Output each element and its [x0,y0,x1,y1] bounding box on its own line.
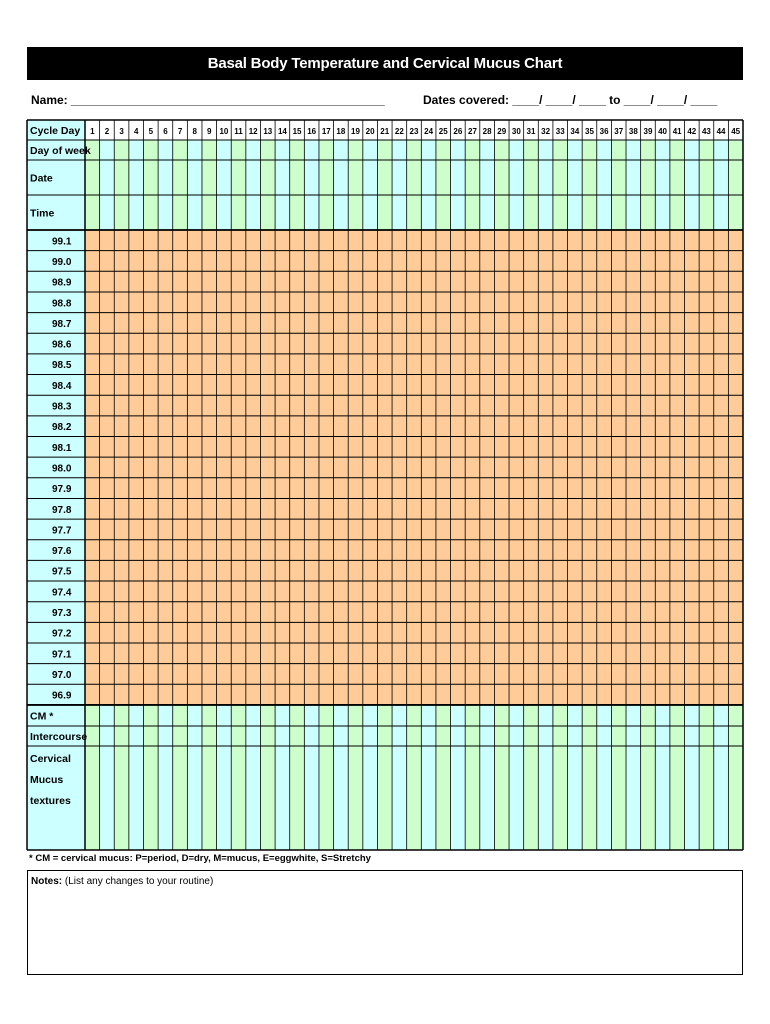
day-col-top[interactable] [436,140,451,230]
day-col-top[interactable] [231,140,246,230]
cycle-day-number: 39 [643,127,653,136]
day-col-bottom[interactable] [260,705,275,850]
day-col-bottom[interactable] [129,705,144,850]
day-col-top[interactable] [451,140,466,230]
cycle-day-number: 16 [307,127,317,136]
day-col-top[interactable] [334,140,349,230]
day-col-top[interactable] [494,140,509,230]
day-col-bottom[interactable] [538,705,553,850]
cycle-day-number: 6 [163,127,168,136]
day-col-bottom[interactable] [421,705,436,850]
day-col-bottom[interactable] [290,705,305,850]
day-col-top[interactable] [524,140,539,230]
cycle-day-number: 11 [234,127,243,136]
day-col-top[interactable] [217,140,232,230]
day-col-top[interactable] [304,140,319,230]
day-col-top[interactable] [568,140,583,230]
day-col-bottom[interactable] [728,705,743,850]
day-col-bottom[interactable] [699,705,714,850]
cycle-day-number: 25 [438,127,448,136]
day-col-bottom[interactable] [348,705,363,850]
name-dates-row [27,89,743,111]
cycle-day-number: 44 [716,127,726,136]
day-col-top[interactable] [655,140,670,230]
cycle-day-number: 34 [570,127,580,136]
day-col-bottom[interactable] [114,705,129,850]
day-col-bottom[interactable] [246,705,261,850]
day-col-bottom[interactable] [480,705,495,850]
day-col-top[interactable] [319,140,334,230]
cycle-day-number: 10 [219,127,229,136]
textures-label-line: Cervical [30,752,71,765]
day-col-top[interactable] [465,140,480,230]
day-col-top[interactable] [143,140,158,230]
day-col-top[interactable] [728,140,743,230]
day-col-top[interactable] [246,140,261,230]
day-col-bottom[interactable] [568,705,583,850]
day-col-top[interactable] [363,140,378,230]
day-col-bottom[interactable] [187,705,202,850]
cycle-day-number: 35 [585,127,594,136]
cycle-day-number: 4 [133,127,139,136]
cycle-day-number: 19 [351,127,360,136]
cycle-day-number: 37 [614,127,624,136]
day-col-bottom[interactable] [641,705,656,850]
temp-label-98.0: 98.0 [52,463,72,475]
day-col-bottom[interactable] [451,705,466,850]
day-col-top[interactable] [173,140,188,230]
day-col-bottom[interactable] [275,705,290,850]
day-col-bottom[interactable] [553,705,568,850]
cycle-day-number: 12 [248,127,258,136]
chart-title: Basal Body Temperature and Cervical Mucus Chart [27,47,743,80]
notes-title: Notes: [31,876,63,887]
day-col-top[interactable] [421,140,436,230]
day-col-top[interactable] [392,140,407,230]
day-col-top[interactable] [290,140,305,230]
row-label-day-of-week: Day of week [30,145,91,157]
day-col-top[interactable] [553,140,568,230]
temp-label-97.1: 97.1 [52,649,72,661]
cycle-day-number: 15 [292,127,302,136]
temp-label-97.8: 97.8 [52,504,72,516]
temp-label-97.5: 97.5 [52,566,72,578]
day-col-bottom[interactable] [714,705,729,850]
day-col-bottom[interactable] [173,705,188,850]
cycle-day-number: 17 [321,127,331,136]
temp-label-98.2: 98.2 [52,422,72,434]
day-col-top[interactable] [685,140,700,230]
day-col-bottom[interactable] [685,705,700,850]
day-col-bottom[interactable] [670,705,685,850]
day-col-bottom[interactable] [655,705,670,850]
cycle-day-number: 21 [380,127,390,136]
day-col-bottom[interactable] [100,705,115,850]
day-col-bottom[interactable] [582,705,597,850]
cycle-day-number: 41 [672,127,682,136]
day-col-top[interactable] [714,140,729,230]
temp-label-97.7: 97.7 [52,525,72,537]
day-col-top[interactable] [348,140,363,230]
day-col-bottom[interactable] [407,705,422,850]
day-col-bottom[interactable] [231,705,246,850]
day-col-top[interactable] [202,140,217,230]
dates-covered-label[interactable]: Dates covered: ____/ ____/ ____ to ____/ ____/ ____ [423,93,718,107]
day-col-top[interactable] [158,140,173,230]
temp-label-98.1: 98.1 [52,442,72,454]
row-label-time: Time [30,207,55,220]
cycle-day-number: 24 [424,127,434,136]
cycle-day-number: 40 [658,127,668,136]
day-col-top[interactable] [187,140,202,230]
day-col-bottom[interactable] [611,705,626,850]
day-col-bottom[interactable] [626,705,641,850]
cycle-day-number: 33 [555,127,565,136]
row-label-date: Date [30,172,53,185]
day-col-top[interactable] [670,140,685,230]
row-label-intercourse: Intercourse [30,730,88,743]
cycle-day-number: 28 [482,127,492,136]
notes-box[interactable] [27,870,743,975]
cycle-day-number: 7 [177,127,183,136]
day-col-bottom[interactable] [392,705,407,850]
cycle-day-number: 31 [526,127,536,136]
day-col-top[interactable] [114,140,129,230]
day-col-top[interactable] [407,140,422,230]
temp-label-99.1: 99.1 [52,236,72,248]
temp-label-98.4: 98.4 [52,380,72,392]
cycle-day-number: 30 [511,127,521,136]
day-col-top[interactable] [699,140,714,230]
day-col-bottom[interactable] [334,705,349,850]
day-col-bottom[interactable] [304,705,319,850]
day-col-top[interactable] [611,140,626,230]
day-col-top[interactable] [377,140,392,230]
cycle-day-number: 26 [453,127,463,136]
temp-label-97.4: 97.4 [52,587,72,599]
day-col-top[interactable] [641,140,656,230]
day-col-bottom[interactable] [85,705,100,850]
day-col-bottom[interactable] [436,705,451,850]
temp-label-97.0: 97.0 [52,669,72,681]
cycle-day-number: 36 [599,127,609,136]
cycle-day-number: 43 [701,127,711,136]
temperature-field[interactable] [85,230,743,705]
cycle-day-number: 38 [628,127,638,136]
day-col-bottom[interactable] [494,705,509,850]
day-col-top[interactable] [480,140,495,230]
cycle-day-number: 9 [207,127,212,136]
temp-label-98.6: 98.6 [52,339,72,351]
cycle-day-number: 13 [263,127,273,136]
temp-label-97.3: 97.3 [52,608,72,620]
day-col-top[interactable] [509,140,524,230]
temp-label-97.2: 97.2 [52,628,72,640]
cycle-day-number: 23 [409,127,419,136]
name-field-label[interactable]: Name: _______________________________________________ [31,93,385,107]
temp-label-99.0: 99.0 [52,256,72,268]
cycle-day-number: 32 [541,127,551,136]
cm-footnote: * CM = cervical mucus: P=period, D=dry, M=mucus, E=eggwhite, S=Stretchy [29,853,371,864]
day-col-bottom[interactable] [509,705,524,850]
cycle-day-number: 18 [336,127,346,136]
temp-label-98.9: 98.9 [52,277,72,289]
day-col-top[interactable] [582,140,597,230]
cycle-day-number: 27 [468,127,477,136]
day-col-bottom[interactable] [363,705,378,850]
notes-hint: (List any changes to your routine) [64,876,214,887]
cycle-day-number: 45 [731,127,741,136]
temp-label-97.9: 97.9 [52,484,72,496]
temp-label-98.7: 98.7 [52,318,72,330]
temp-label-98.8: 98.8 [52,298,72,310]
cycle-day-number: 1 [90,127,95,136]
temp-label-98.5: 98.5 [52,360,72,372]
cycle-day-number: 22 [394,127,404,136]
day-col-top[interactable] [100,140,115,230]
temp-label-96.9: 96.9 [52,690,72,702]
cycle-day-number: 42 [687,127,697,136]
cycle-day-number: 8 [192,127,197,136]
day-col-bottom[interactable] [465,705,480,850]
day-col-top[interactable] [538,140,553,230]
textures-label-line: textures [30,794,71,807]
textures-label-line: Mucus [30,773,64,786]
cycle-day-number: 29 [497,127,507,136]
day-col-top[interactable] [597,140,612,230]
day-col-top[interactable] [626,140,641,230]
temp-label-97.6: 97.6 [52,546,72,558]
day-col-bottom[interactable] [597,705,612,850]
day-col-bottom[interactable] [158,705,173,850]
cycle-day-number: 14 [277,127,287,136]
day-col-bottom[interactable] [143,705,158,850]
temp-label-98.3: 98.3 [52,401,72,413]
day-col-top[interactable] [260,140,275,230]
cycle-day-number: 3 [119,127,124,136]
cycle-day-number: 5 [148,127,154,136]
cycle-day-number: 2 [104,127,110,136]
cycle-day-number: 20 [365,127,375,136]
row-label-cm: CM * [30,710,54,723]
notes-label [31,876,213,887]
day-col-bottom[interactable] [524,705,539,850]
day-col-bottom[interactable] [202,705,217,850]
cycle-day-label: Cycle Day [30,125,81,137]
day-col-bottom[interactable] [319,705,334,850]
day-col-top[interactable] [275,140,290,230]
day-col-bottom[interactable] [217,705,232,850]
day-col-bottom[interactable] [377,705,392,850]
day-col-top[interactable] [129,140,144,230]
